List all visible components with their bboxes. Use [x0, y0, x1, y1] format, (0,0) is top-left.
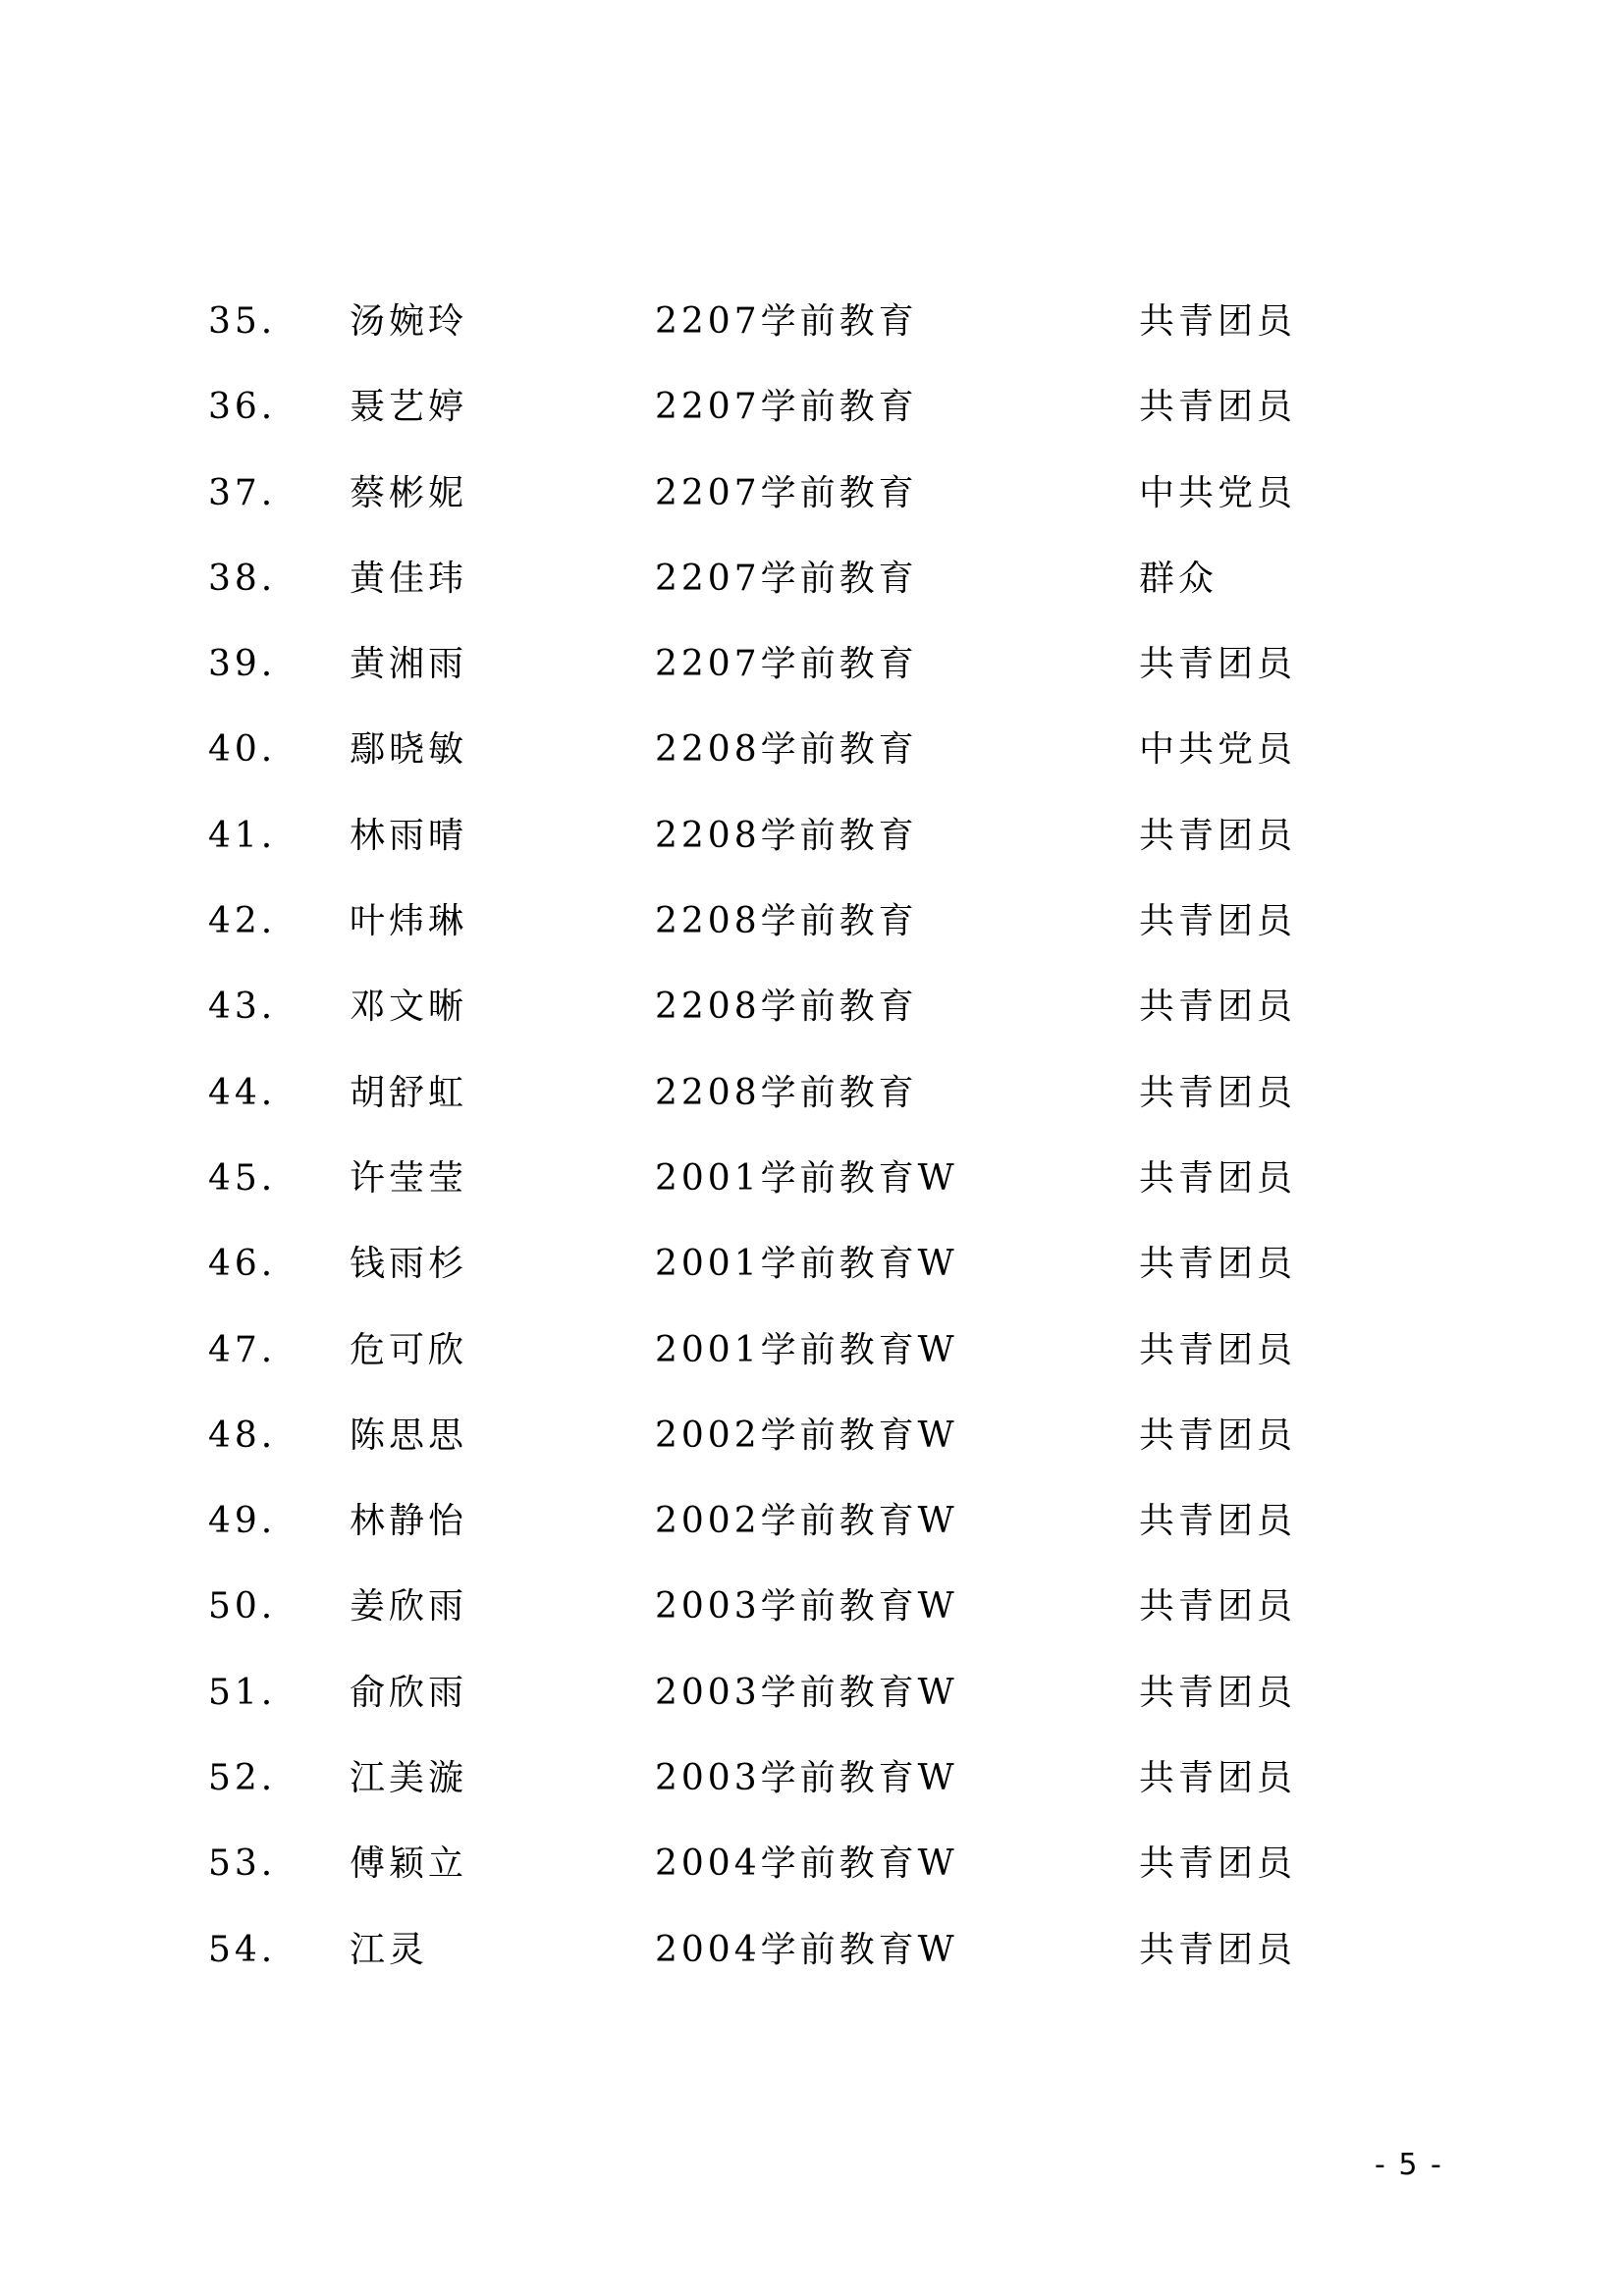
entry-number: 43. — [208, 987, 277, 1028]
entry-number: 45. — [208, 1157, 277, 1199]
list-item — [0, 1148, 1624, 1233]
entry-number: 48. — [208, 1415, 277, 1456]
entry-number: 46. — [208, 1244, 277, 1285]
list-item — [0, 890, 1624, 976]
list-item — [0, 633, 1624, 719]
class-name: 2001学前教育W — [655, 1157, 958, 1199]
political-status: 共青团员 — [1139, 1329, 1297, 1370]
entry-number: 44. — [208, 1072, 277, 1113]
entry-number: 38. — [208, 558, 277, 599]
political-status: 共青团员 — [1139, 1672, 1297, 1713]
entry-number: 40. — [208, 729, 277, 771]
list-item — [0, 462, 1624, 548]
list-item — [0, 1233, 1624, 1318]
list-item — [0, 1575, 1624, 1661]
class-name: 2207学前教育 — [655, 558, 918, 599]
list-item — [0, 376, 1624, 461]
student-name: 叶炜琳 — [350, 901, 468, 942]
list-item — [0, 291, 1624, 376]
class-name: 2003学前教育W — [655, 1586, 958, 1628]
entry-number: 39. — [208, 644, 277, 685]
political-status: 共青团员 — [1139, 387, 1297, 428]
entry-number: 49. — [208, 1501, 277, 1542]
student-name: 姜欣雨 — [350, 1586, 468, 1628]
list-item — [0, 1662, 1624, 1747]
list-item — [0, 1062, 1624, 1148]
entry-number: 41. — [208, 815, 277, 856]
class-name: 2208学前教育 — [655, 729, 918, 771]
political-status: 共青团员 — [1139, 1415, 1297, 1456]
entry-number: 53. — [208, 1843, 277, 1885]
student-name: 黄佳玮 — [350, 558, 468, 599]
list-item — [0, 976, 1624, 1061]
list-item — [0, 548, 1624, 633]
class-name: 2001学前教育W — [655, 1329, 958, 1370]
political-status: 共青团员 — [1139, 1501, 1297, 1542]
entry-number: 51. — [208, 1672, 277, 1713]
list-item — [0, 1490, 1624, 1575]
entry-number: 36. — [208, 387, 277, 428]
political-status: 共青团员 — [1139, 1586, 1297, 1628]
class-name: 2208学前教育 — [655, 901, 918, 942]
student-name: 钱雨杉 — [350, 1244, 468, 1285]
political-status: 共青团员 — [1139, 901, 1297, 942]
list-item — [0, 1919, 1624, 2004]
class-name: 2001学前教育W — [655, 1244, 958, 1285]
list-item — [0, 1405, 1624, 1490]
class-name: 2207学前教育 — [655, 644, 918, 685]
entry-number: 47. — [208, 1329, 277, 1370]
entry-number: 54. — [208, 1929, 277, 1970]
class-name: 2207学前教育 — [655, 301, 918, 342]
class-name: 2208学前教育 — [655, 1072, 918, 1113]
class-name: 2208学前教育 — [655, 815, 918, 856]
class-name: 2002学前教育W — [655, 1415, 958, 1456]
entry-number: 50. — [208, 1586, 277, 1628]
political-status: 共青团员 — [1139, 644, 1297, 685]
political-status: 共青团员 — [1139, 301, 1297, 342]
entry-number: 37. — [208, 472, 277, 513]
student-name: 鄢晓敏 — [350, 729, 468, 771]
student-name: 聂艺婷 — [350, 387, 468, 428]
page-number: - 5 - — [1375, 2148, 1443, 2182]
student-name: 邓文晰 — [350, 987, 468, 1028]
class-name: 2208学前教育 — [655, 987, 918, 1028]
class-name: 2002学前教育W — [655, 1501, 958, 1542]
student-name: 林雨晴 — [350, 815, 468, 856]
political-status: 共青团员 — [1139, 1244, 1297, 1285]
class-name: 2207学前教育 — [655, 472, 918, 513]
political-status: 中共党员 — [1139, 472, 1297, 513]
political-status: 共青团员 — [1139, 1157, 1297, 1199]
student-name: 汤婉玲 — [350, 301, 468, 342]
class-name: 2003学前教育W — [655, 1672, 958, 1713]
political-status: 中共党员 — [1139, 729, 1297, 771]
political-status: 共青团员 — [1139, 1758, 1297, 1799]
student-name: 江美漩 — [350, 1758, 468, 1799]
political-status: 共青团员 — [1139, 815, 1297, 856]
entry-number: 42. — [208, 901, 277, 942]
class-name: 2004学前教育W — [655, 1843, 958, 1885]
political-status: 共青团员 — [1139, 1929, 1297, 1970]
student-name: 陈思思 — [350, 1415, 468, 1456]
student-name: 危可欣 — [350, 1329, 468, 1370]
political-status: 共青团员 — [1139, 1843, 1297, 1885]
student-name: 林静怡 — [350, 1501, 468, 1542]
list-item — [0, 1833, 1624, 1918]
entry-number: 52. — [208, 1758, 277, 1799]
student-name: 傅颖立 — [350, 1843, 468, 1885]
class-name: 2004学前教育W — [655, 1929, 958, 1970]
student-name: 黄湘雨 — [350, 644, 468, 685]
student-name: 江灵 — [350, 1929, 429, 1970]
student-name: 胡舒虹 — [350, 1072, 468, 1113]
student-name: 俞欣雨 — [350, 1672, 468, 1713]
political-status: 共青团员 — [1139, 1072, 1297, 1113]
entry-number: 35. — [208, 301, 277, 342]
class-name: 2207学前教育 — [655, 387, 918, 428]
class-name: 2003学前教育W — [655, 1758, 958, 1799]
list-item — [0, 1319, 1624, 1405]
roster-list — [0, 291, 1624, 2004]
list-item — [0, 719, 1624, 804]
list-item — [0, 1747, 1624, 1833]
political-status: 群众 — [1139, 558, 1218, 599]
student-name: 蔡彬妮 — [350, 472, 468, 513]
student-name: 许莹莹 — [350, 1157, 468, 1199]
political-status: 共青团员 — [1139, 987, 1297, 1028]
list-item — [0, 805, 1624, 890]
